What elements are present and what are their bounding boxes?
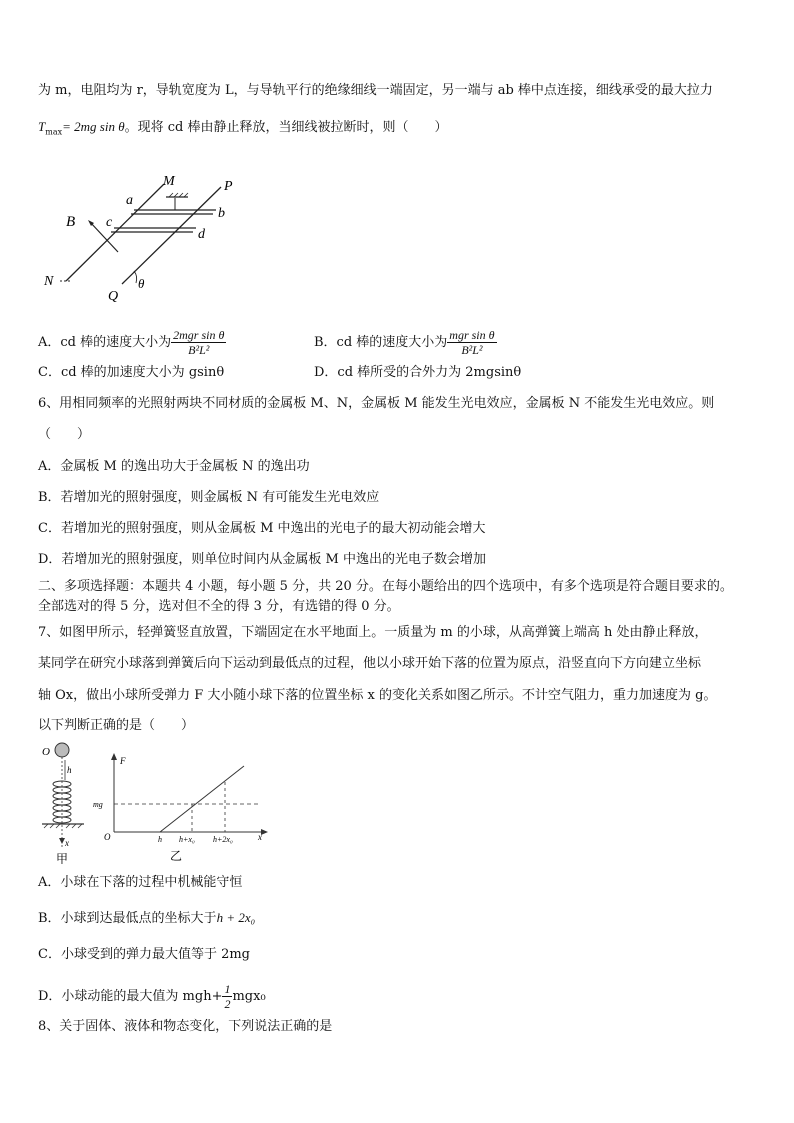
q6-option-b: B．若增加光的照射强度，则金属板 N 有可能发生光电效应 [38, 490, 380, 505]
q7-option-d-text: D．小球动能的最大值为 mgh+ [38, 989, 223, 1004]
q7-option-d-fraction [222, 982, 232, 1011]
q7-option-a: A．小球在下落的过程中机械能守恒 [38, 875, 243, 890]
label-b: b [218, 206, 225, 221]
fraction-denominator: B²L² [461, 343, 483, 357]
b-field-arrow [90, 222, 118, 252]
q7-stem-line1: 7、如图甲所示，轻弹簧竖直放置，下端固定在水平地面上。一质量为 m 的小球，从高弹簧上端高 h 处由静止释放， [38, 625, 708, 640]
tmax-subscript: max [45, 127, 63, 137]
q7-option-c: C．小球受到的弹力最大值等于 2mg [38, 947, 250, 962]
q5-rails-figure [38, 170, 238, 305]
q6-option-a: A．金属板 M 的逸出功大于金属板 N 的逸出功 [38, 459, 310, 474]
fig-yi-label-h-2x0: h+2x₀ [213, 835, 233, 844]
label-c: c [106, 215, 113, 230]
tmax-symbol: T [38, 119, 46, 134]
q6-option-d: D．若增加光的照射强度，则单位时间内从金属板 M 中逸出的光电子数会增加 [38, 552, 486, 567]
q7-option-b [38, 909, 255, 928]
label-B: B [66, 214, 76, 230]
q5-stem-line2 [38, 118, 447, 142]
q5-option-b [314, 328, 497, 357]
fraction-numerator: 1 [224, 982, 231, 996]
label-a: a [126, 193, 133, 208]
fig-jia-label-x: x [65, 838, 69, 848]
q7-option-d-tail: mgx₀ [232, 989, 266, 1004]
fig-yi-label-O: O [104, 832, 111, 842]
q8-stem: 8、关于固体、液体和物态变化，下列说法正确的是 [38, 1019, 333, 1034]
section2-instructions-line1: 二、多项选择题：本题共 4 小题，每小题 5 分，共 20 分。在每小题给出的四个选项中，有多个选项是符合题目要求的。 [38, 579, 733, 594]
fig-jia-label-O: O [42, 746, 50, 758]
section2-instructions-line2: 全部选对的得 5 分，选对但不全的得 3 分，有选错的得 0 分。 [38, 599, 400, 614]
q6-stem-line1: 6、用相同频率的光照射两块不同材质的金属板 M、N，金属板 M 能发生光电效应，金属板 N 不能发生光电效应。则 [38, 396, 715, 411]
q5-option-a-text: A．cd 棒的速度大小为 [38, 335, 172, 350]
fig-yi-caption: 乙 [170, 849, 183, 863]
q5-stem-line1: 为 m，电阻均为 r，导轨宽度为 L，与导轨平行的绝缘细线一端固定，另一端与 ab 棒中点连接，细线承受的最大拉力 [38, 83, 713, 98]
q5-option-a-fraction [171, 328, 226, 357]
fig-yi-label-h-x0: h+x₀ [179, 835, 195, 844]
label-M: M [163, 174, 175, 189]
q5-option-b-fraction [447, 328, 496, 357]
q6-stem-line2: （ ） [38, 427, 91, 442]
fig-yi-label-F: F [120, 756, 126, 766]
label-Q: Q [108, 289, 119, 304]
q7-option-b-math: h + 2x₀ [216, 910, 256, 925]
label-N: N [44, 274, 54, 289]
q5-option-b-text: B．cd 棒的速度大小为 [314, 335, 448, 350]
q5-option-c: C．cd 棒的加速度大小为 gsinθ [38, 365, 225, 380]
label-d: d [198, 227, 205, 242]
label-P: P [224, 179, 233, 194]
fraction-denominator: B²L² [188, 343, 210, 357]
q5-option-a [38, 328, 226, 357]
q7-option-b-text: B．小球到达最低点的坐标大于 [38, 911, 217, 926]
label-theta: θ [138, 276, 145, 291]
fig-jia-label-h: h [67, 765, 72, 775]
fraction-numerator: 2mgr sin θ [173, 328, 225, 342]
q6-option-c: C．若增加光的照射强度，则从金属板 M 中逸出的光电子的最大初动能会增大 [38, 521, 486, 536]
fig-yi-label-x: x [258, 832, 262, 842]
ball [55, 743, 69, 757]
q7-spring-figure [38, 742, 88, 864]
fraction-numerator: mgr sin θ [449, 328, 495, 342]
q7-option-d [38, 982, 266, 1011]
q5-option-d: D．cd 棒所受的合外力为 2mgsinθ [314, 365, 522, 380]
q5-stem-line2-rest: 。现将 cd 棒由静止释放，当细线被拉断时，则（ ） [124, 120, 448, 135]
fig-jia-caption: 甲 [56, 852, 69, 864]
q7-stem-line2: 某同学在研究小球落到弹簧后向下运动到最低点的过程，他以小球开始下落的位置为原点，沿竖直向下方向建立坐标 [38, 656, 702, 671]
fig-yi-label-mg: mg [93, 800, 103, 809]
rail-right [122, 187, 221, 284]
q7-stem-line4: 以下判断正确的是（ ） [38, 718, 195, 733]
fig-yi-label-h: h [158, 835, 162, 844]
q7-stem-line3: 轴 Ox，做出小球所受弹力 F 大小随小球下落的位置坐标 x 的变化关系如图乙所示。不计空气阻力，重力加速度为 g。 [38, 688, 717, 703]
force-line [160, 766, 244, 832]
tmax-formula: = 2mg sin θ [62, 119, 125, 134]
q7-force-graph [88, 752, 273, 864]
fraction-denominator: 2 [224, 997, 231, 1011]
